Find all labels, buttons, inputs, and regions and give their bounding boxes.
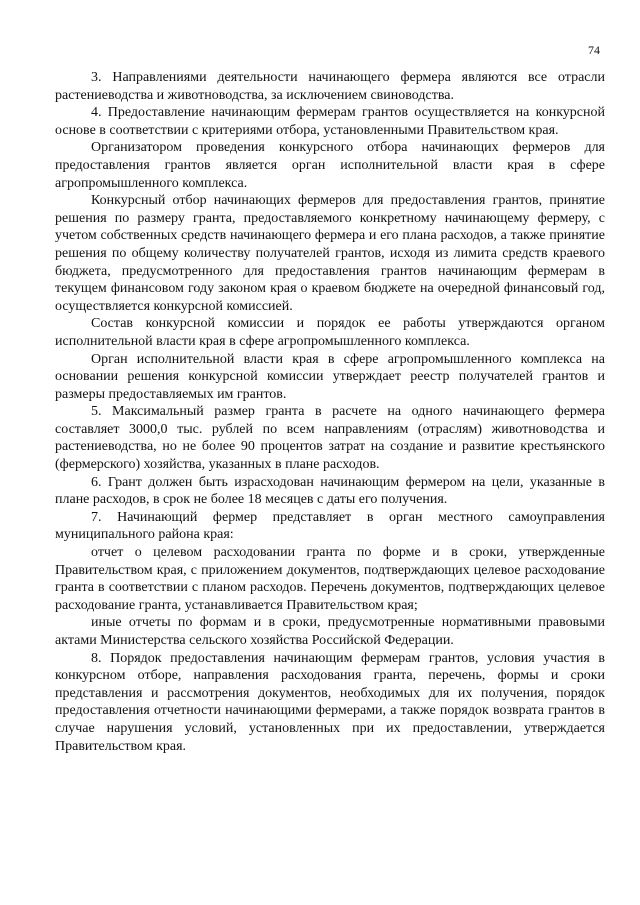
paragraph-5-max-grant: 5. Максимальный размер гранта в расчете на одного начинающего фермера составляет 3000,0 тыс. рублей по всем направлениям (отраслям) животноводства и растениеводства, но не более 90 процентов затрат на создание и развитие крестьянского (фермерского) хозяйства, указанных в плане расходов. (55, 404, 605, 473)
paragraph-4-grant-basis: 4. Предоставление начинающим фермерам грантов осуществляется на конкурсной основе в соответствии с критериями отбора, установленными Правительством края. (55, 105, 605, 138)
paragraph-recipient-registry: Орган исполнительной власти края в сфере агропромышленного комплекса на основании решения конкурсной комиссии утверждает реестр получателей грантов и размеры предоставляемых им грантов. (55, 351, 605, 402)
paragraph-3-directions: 3. Направлениями деятельности начинающего фермера являются все отрасли растениеводства и животноводства, за исключением свиноводства. (55, 70, 605, 103)
document-body (55, 69, 605, 755)
paragraph-7-reporting-intro: 7. Начинающий фермер представляет в орган местного самоуправления муниципального района края: (55, 509, 605, 543)
paragraph-selection-commission: Конкурсный отбор начинающих фермеров для предоставления грантов, принятие решения по размеру гранта, предоставляемого конкретному начинающему фермеру, с учетом собственных средств начинающего фермера и его плана расходов, а также принятие решения по общему количеству получателей грантов, исходя из лимита средств краевого бюджета, предусмотренного для предоставления грантов начинающим фермерам в текущем финансовом году законом края о краевом бюджете на очередной финансовый год, осуществляется конкурсной комиссией. (55, 193, 605, 314)
paragraph-target-use-report: отчет о целевом расходовании гранта по форме и в сроки, утвержденные Правительством края, с приложением документов, подтверждающих целевое расходование гранта в соответствии с планом расходов. Перечень документов, подтверждающих целевое расходование гранта, устанавливается Правительством края; (55, 545, 605, 613)
paragraph-6-grant-spending: 6. Грант должен быть израсходован начинающим фермером на цели, указанные в плане расходов, в срок не более 18 месяцев с даты его получения. (55, 474, 605, 508)
paragraph-other-reports: иные отчеты по формам и в сроки, предусмотренные нормативными правовыми актами Министерства сельского хозяйства Российской Федерации. (55, 615, 605, 648)
page-number: 74 (588, 43, 600, 57)
paragraph-commission-composition: Состав конкурсной комиссии и порядок ее работы утверждаются органом исполнительной власти края в сфере агропромышленного комплекса. (55, 316, 605, 349)
paragraph-8-procedure: 8. Порядок предоставления начинающим фермерам грантов, условия участия в конкурсном отборе, направления расходования гранта, перечень, формы и сроки представления и рассмотрения документов, необходимых для их получения, порядок предоставления отчетности начинающими фермерами, а также порядок возврата грантов в случае нарушения условий, установленных при их предоставлении, утверждается Правительством края. (55, 650, 605, 754)
paragraph-selection-organizer: Организатором проведения конкурсного отбора начинающих фермеров для предоставления грантов является орган исполнительной власти края в сфере агропромышленного комплекса. (55, 140, 605, 191)
